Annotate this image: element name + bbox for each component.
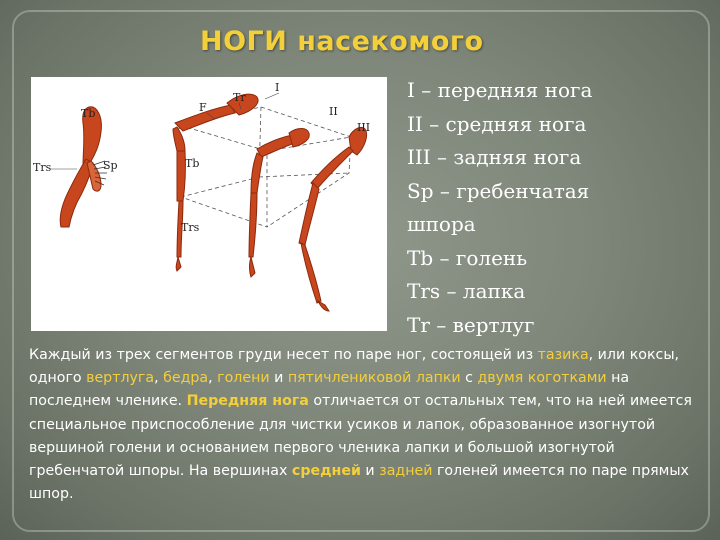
desc-text: , или коксы, одного	[29, 347, 680, 387]
label-leg-3: III	[357, 121, 371, 134]
desc-text: Каждый из трех сегментов груди несет по паре ног, состоящей из	[29, 347, 538, 363]
legend-item: III – задняя нога	[407, 145, 582, 169]
label-leg-2: II	[329, 105, 338, 118]
legend-item: Trs – лапка	[407, 279, 526, 303]
label-tr: Tr	[233, 91, 246, 104]
desc-highlight: пятичлениковой лапки	[287, 370, 461, 387]
desc-text: с	[460, 370, 478, 387]
label-f: F	[199, 101, 207, 114]
desc-highlight: двумя коготками	[477, 370, 607, 387]
desc-highlight: вертлуга	[86, 370, 155, 387]
label-tb-mid: Tb	[185, 157, 200, 170]
desc-highlight: голени	[217, 370, 270, 387]
desc-text: на последнем членике.	[29, 370, 630, 410]
legend-item: Sp – гребенчатая	[407, 178, 590, 203]
desc-text: отличается от остальных тем, что на ней имеется специальное приспособление для чистки усиков и лапок, образованное изогнутой вершиной голени и основанием первого членика лапки и большой изогнутой гребенчатой шпоры. На вершинах	[29, 393, 692, 480]
desc-text: и	[360, 463, 380, 480]
desc-highlight-bold: средней	[291, 463, 361, 480]
label-trs-detail: Trs	[33, 161, 52, 174]
leg-front	[173, 94, 258, 271]
label-leg-1: I	[275, 81, 280, 94]
front-leg-detail-drawing	[33, 107, 118, 227]
desc-text: ,	[154, 370, 164, 387]
legend-item: II – средняя нога	[407, 111, 587, 136]
desc-text: и	[269, 370, 288, 387]
label-tb-detail: Tb	[81, 107, 96, 120]
label-sp: Sp	[103, 159, 118, 172]
leg-hind	[299, 127, 367, 311]
desc-highlight: тазика	[537, 347, 589, 363]
legs-illustration	[31, 77, 387, 331]
description-paragraph	[29, 344, 709, 506]
desc-highlight-bold: Передняя нога	[186, 393, 309, 410]
desc-text: голеней имеется по паре прямых шпор.	[29, 463, 689, 503]
leg-middle	[249, 129, 309, 278]
page-title: НОГИ насекомого	[200, 26, 484, 57]
legend-list	[407, 74, 707, 342]
legend-item: I – передняя нога	[407, 78, 593, 102]
legend-item: Tr – вертлуг	[407, 312, 535, 337]
insect-legs-figure	[31, 77, 387, 331]
legend-item: Tb – голень	[407, 245, 528, 270]
desc-highlight: задней	[379, 463, 433, 480]
desc-highlight: бедра	[163, 370, 209, 387]
legend-item: шпора	[407, 212, 476, 236]
label-trs-mid: Trs	[181, 221, 200, 234]
desc-text: ,	[208, 370, 218, 387]
